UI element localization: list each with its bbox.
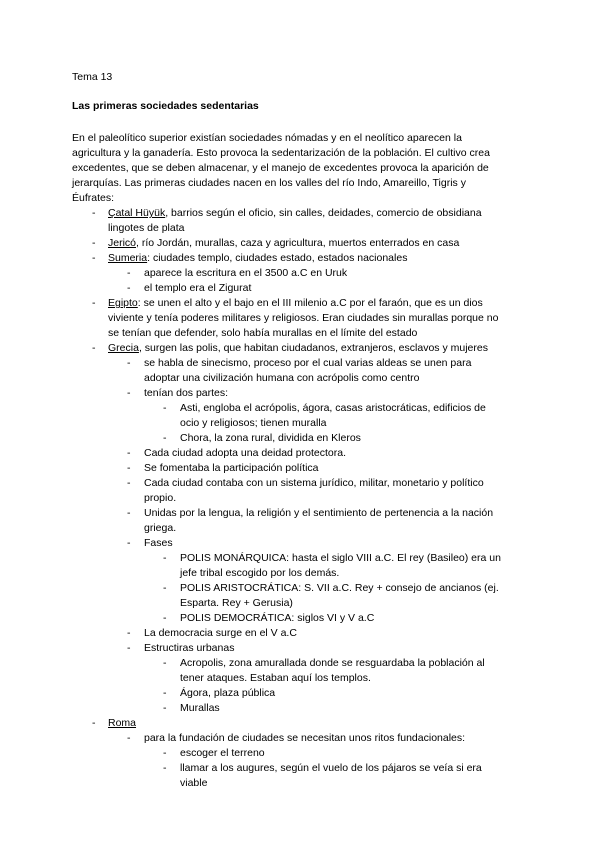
grecia-sub: Fases [144,537,173,549]
bullet-dash: - [163,612,167,624]
egipto-cont: viviente y tenía poderes militares y religiosos. Eran ciudades sin murallas porque no [108,312,499,324]
grecia-subsub: POLIS ARISTOCRÁTICA: S. VII a.C. Rey + consejo de ancianos (ej. [180,582,499,594]
grecia-sub: Estructiras urbanas [144,642,235,654]
grecia-subsub: Acropolis, zona amurallada donde se resguardaba la población al [180,657,485,669]
grecia-sub: tenían dos partes: [144,387,229,399]
grecia-subsub: POLIS MONÁRQUICA: hasta el siglo VIII a.C. El rey (Basileo) era un [180,552,501,564]
list-item-catal [108,206,482,220]
intro-line: excedentes, que se deben almacenar, y el manejo de excedentes provoca la aparición de [72,162,489,174]
grecia-sub: Cada ciudad adopta una deidad protectora. [144,447,346,459]
bullet-dash: - [163,702,167,714]
roma-subsub: llamar a los augures, según el vuelo de los pájaros se veía si era [180,762,482,774]
bullet-dash: - [127,357,131,369]
bullet-dash: - [92,207,96,219]
bullet-dash: - [127,732,131,744]
list-item-jerico [108,236,459,250]
grecia-sub: La democracia surge en el V a.C [144,627,297,639]
intro-line: jerarquías. Las primeras ciudades nacen en los valles del río Indo, Amareillo, Tigris y [72,177,466,189]
bullet-dash: - [92,237,96,249]
bullet-dash: - [127,627,131,639]
bullet-dash: - [163,582,167,594]
grecia-subsub: Ágora, plaza pública [180,687,276,699]
grecia-sub-cont: propio. [144,492,177,504]
roma-subsub: escoger el terreno [180,747,265,759]
sumeria-sub: aparece la escritura en el 3500 a.C en Uruk [144,267,348,279]
bullet-dash: - [92,297,96,309]
topic-heading: Tema 13 [72,71,113,83]
intro-line: agricultura y la ganadería. Esto provoca la sedentarización de la población. El cultivo crea [72,147,490,159]
bullet-dash: - [127,537,131,549]
bullet-dash: - [163,747,167,759]
sumeria-text: : ciudades templo, ciudades estado, estados nacionales [147,252,408,264]
jerico-name: Jericó [108,237,137,249]
catal-text: , barrios según el oficio, sin calles, deidades, comercio de obsidiana [165,207,482,219]
roma-sub: para la fundación de ciudades se necesitan unos ritos fundacionales: [144,732,466,744]
bullet-dash: - [163,762,167,774]
grecia-name: Grecia [108,342,139,354]
bullet-dash: - [163,552,167,564]
bullet-dash: - [163,432,167,444]
grecia-subsub-cont: ocio y religiosos; tienen muralla [180,417,327,429]
catal-cont: lingotes de plata [108,222,185,234]
bullet-dash: - [127,462,131,474]
jerico-text: , río Jordán, murallas, caza y agricultura, muertos enterrados en casa [136,237,460,249]
bullet-dash: - [92,717,96,729]
bullet-dash: - [127,642,131,654]
roma-name: Roma [108,717,137,729]
egipto-text: : se unen el alto y el bajo en el III milenio a.C por el faraón, que es un dios [137,297,483,309]
bullet-dash: - [127,387,131,399]
catal-name: Çatal Hüyük [108,207,166,219]
grecia-subsub: Chora, la zona rural, dividida en Kleros [180,432,361,444]
bullet-dash: - [163,402,167,414]
bullet-dash: - [92,342,96,354]
egipto-name: Egipto [108,297,138,309]
intro-line: En el paleolítico superior existían sociedades nómadas y en el neolítico aparecen la [72,132,462,144]
grecia-subsub: POLIS DEMOCRÁTICA: siglos VI y V a.C [180,612,375,624]
grecia-subsub: Murallas [180,702,220,714]
grecia-text: , surgen las polis, que habitan ciudadanos, extranjeros, esclavos y mujeres [138,342,488,354]
bullet-dash: - [163,687,167,699]
list-item-grecia [108,341,488,355]
grecia-subsub-cont: Esparta. Rey + Gerusia) [180,597,293,609]
grecia-sub-cont: griega. [144,522,177,534]
grecia-subsub-cont: jefe tribal escogido por los demás. [180,567,340,579]
list-item-sumeria [108,251,407,265]
bullet-dash: - [92,252,96,264]
list-item-egipto [108,296,483,310]
grecia-sub: Unidas por la lengua, la religión y el sentimiento de pertenencia a la nación [144,507,494,519]
sumeria-name: Sumeria [108,252,148,264]
roma-subsub-cont: viable [180,777,208,789]
bullet-dash: - [127,507,131,519]
grecia-sub-cont: adoptar una civilización humana con acrópolis como centro [144,372,420,384]
intro-line: Éufrates: [72,192,115,204]
grecia-subsub-cont: tener ataques. Estaban aquí los templos. [180,672,371,684]
sumeria-sub: el templo era el Zigurat [144,282,252,294]
bullet-dash: - [127,477,131,489]
grecia-sub: Se fomentaba la participación política [144,462,319,474]
bullet-dash: - [163,657,167,669]
bullet-dash: - [127,447,131,459]
egipto-cont: se tenían que defender, solo había murallas en el límite del estado [108,327,418,339]
bullet-dash: - [127,267,131,279]
document-title: Las primeras sociedades sedentarias [72,100,259,112]
grecia-subsub: Asti, engloba el acrópolis, ágora, casas aristocráticas, edificios de [180,402,486,414]
bullet-dash: - [127,282,131,294]
grecia-sub: se habla de sinecismo, proceso por el cual varias aldeas se unen para [144,357,472,369]
grecia-sub: Cada ciudad contaba con un sistema jurídico, militar, monetario y político [144,477,484,489]
